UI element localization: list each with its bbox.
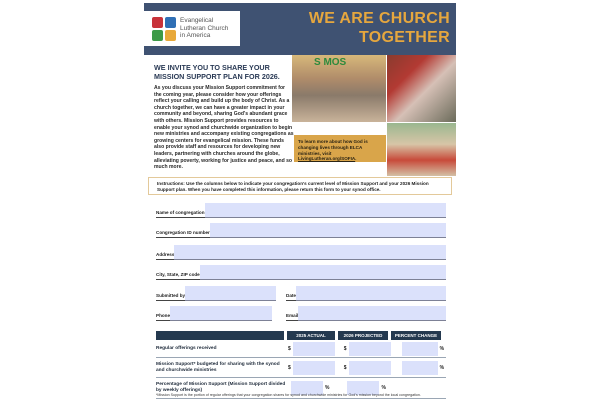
header-2026-projected: 2026 PROJECTED	[338, 331, 388, 340]
footnote: *Mission Support is the portion of regular offerings that your congregation shares for synod and churchwide ministries for God's mission beyond the local congregation.	[156, 393, 421, 397]
field-phone	[156, 304, 272, 321]
logo-line-3: in America	[180, 32, 211, 40]
callout-suffix: .	[355, 156, 357, 162]
logo-line-2: Lutheran Church	[180, 24, 229, 32]
photo-group	[387, 123, 456, 176]
address-input[interactable]	[174, 245, 446, 260]
field-submitted-by	[156, 284, 276, 301]
table-row	[156, 358, 446, 378]
dollar-sign: $	[343, 364, 347, 371]
header-blank	[156, 331, 284, 340]
phone-label: Phone	[156, 313, 170, 321]
mission-support-2026-input[interactable]	[349, 361, 391, 375]
row-label: Regular offerings received	[156, 345, 217, 351]
congregation-id-input[interactable]	[210, 223, 446, 238]
headline-line-2: TOGETHER	[358, 29, 450, 46]
mission-support-percent-input[interactable]	[402, 361, 438, 375]
photo-choir	[387, 55, 456, 122]
city-state-zip-label: City, State, ZIP code	[156, 272, 200, 280]
learn-more-callout	[294, 135, 386, 162]
table-header	[156, 331, 446, 340]
percent-sign: %	[439, 364, 445, 371]
phone-input[interactable]	[170, 306, 272, 321]
intro-title: WE INVITE YOU TO SHARE YOUR MISSION SUPPORT PLAN FOR 2026.	[154, 63, 280, 81]
header-banner	[144, 3, 456, 55]
date-label: Date	[286, 293, 296, 301]
elca-cross-icon	[152, 17, 176, 41]
mission-support-2025-input[interactable]	[293, 361, 335, 375]
regular-offerings-percent-input[interactable]	[402, 342, 438, 356]
name-of-congregation-label: Name of congregation	[156, 210, 205, 218]
city-state-zip-input[interactable]	[200, 265, 446, 280]
instructions-box: Instructions: Use the columns below to indicate your congregation's current level of Mission Support and your 2026 Mission Support plan. When you have completed this information, please return this form to your synod office.	[148, 177, 452, 195]
callout-link[interactable]: LivingLutheran.org/SOFIA	[298, 156, 356, 162]
photo-congregation	[292, 55, 386, 122]
field-email	[286, 304, 446, 321]
header-percent-change: PERCENT CHANGE	[391, 331, 441, 340]
header-2025-actual: 2025 ACTUAL	[287, 331, 335, 340]
field-city-state-zip	[156, 263, 446, 280]
submitted-by-label: Submitted by	[156, 293, 185, 301]
submitted-by-input[interactable]	[185, 286, 276, 301]
email-label: Email	[286, 313, 298, 321]
percent-sign: %	[325, 385, 330, 391]
mission-support-form-page	[144, 3, 456, 400]
intro-body: As you discuss your Mission Support commitment for the coming year, please consider how your offerings reflect your calling and build up the body of Christ. As a church together, we can have a greater impact in your community and beyond, sharing God's abundant grace with others. Mission Support provides resources to enable your synod and churchwide organization to begin new ministries and accompany existing congregations as growing centers for evangelical mission. These funds also provide staff and resources for developing new leaders, partnering with churches around the globe, alleviating poverty, working for justice and peace, and so much more.	[154, 85, 294, 171]
dollar-sign: $	[288, 345, 291, 352]
headline-line-1: WE ARE CHURCH	[308, 10, 450, 27]
mission-support-table	[156, 331, 446, 399]
field-date	[286, 284, 446, 301]
field-congregation-id	[156, 221, 446, 238]
percent-sign: %	[381, 385, 386, 391]
dollar-sign: $	[343, 345, 347, 352]
photo-sign-text: S MOS	[314, 57, 347, 68]
date-input[interactable]	[296, 286, 446, 301]
email-input[interactable]	[298, 306, 446, 321]
logo-line-1: Evangelical	[180, 17, 214, 25]
congregation-id-label: Congregation ID number	[156, 230, 210, 238]
elca-logo	[144, 11, 240, 46]
headline	[309, 9, 450, 47]
name-of-congregation-input[interactable]	[205, 203, 447, 218]
regular-offerings-2025-input[interactable]	[293, 342, 335, 356]
callout-text: To learn more about how God is changing lives through ELCA ministries, visit	[298, 139, 368, 156]
row-label: Mission Support* budgeted for sharing with the synod and churchwide ministries	[156, 361, 280, 373]
table-row	[156, 340, 446, 358]
percent-sign: %	[439, 345, 445, 352]
field-address	[156, 243, 446, 260]
row-label: Percentage of Mission Support (Mission Support divided by weekly offerings)	[156, 382, 286, 393]
address-label: Address	[156, 252, 174, 260]
elca-logo-text	[180, 17, 228, 40]
dollar-sign: $	[288, 364, 291, 371]
field-name-of-congregation	[156, 201, 446, 218]
regular-offerings-2026-input[interactable]	[349, 342, 391, 356]
